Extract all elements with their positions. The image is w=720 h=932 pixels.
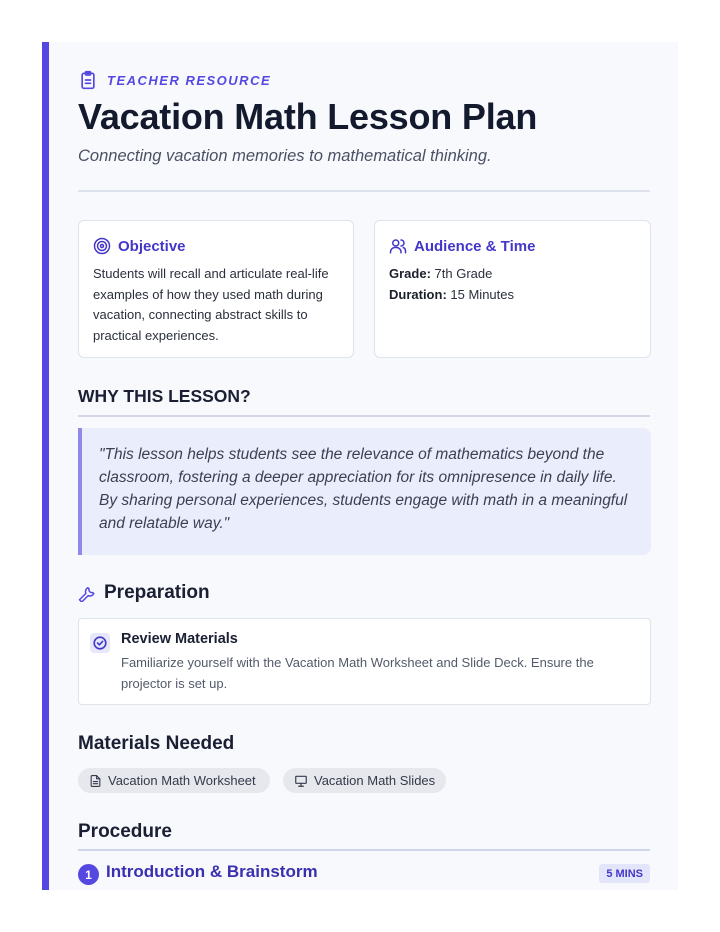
preparation-item-desc: Familiarize yourself with the Vacation Math Worksheet and Slide Deck. Ensure the projector is set up.	[121, 655, 594, 691]
material-chip-worksheet[interactable]	[78, 768, 270, 793]
materials-heading: Materials Needed	[78, 733, 235, 754]
preparation-card	[78, 618, 651, 705]
duration-label: Duration:	[389, 286, 447, 302]
page-subtitle: Connecting vacation memories to mathematical thinking.	[78, 147, 492, 165]
eyebrow	[78, 70, 271, 90]
header-divider	[78, 190, 650, 192]
audience-header	[389, 235, 636, 257]
duration-row	[389, 285, 636, 306]
audience-details	[389, 264, 636, 305]
why-heading: WHY THIS LESSON?	[78, 386, 251, 406]
check-circle-icon	[90, 633, 110, 653]
step-number: 1	[78, 864, 99, 885]
preparation-heading: Preparation	[104, 582, 210, 603]
objective-card	[78, 220, 354, 358]
grade-label: Grade:	[389, 266, 431, 281]
target-icon	[93, 237, 111, 255]
wrench-icon	[78, 584, 96, 602]
why-divider	[78, 415, 650, 417]
page-title: Vacation Math Lesson Plan	[78, 96, 538, 137]
material-label: Vacation Math Slides	[314, 773, 436, 788]
document-icon	[89, 774, 102, 788]
grade-row	[389, 264, 636, 285]
duration-value: 15 Minutes	[450, 286, 514, 302]
page-content	[78, 42, 650, 890]
step-duration-badge: 5 MINS	[599, 864, 650, 883]
objective-text: Students will recall and articulate real-life examples of how they used math during vacation, connecting abstract skills to practical experiences.	[93, 266, 329, 343]
preparation-item-title: Review Materials	[121, 631, 238, 647]
preparation-header	[78, 582, 210, 604]
audience-card	[374, 220, 651, 358]
audience-title: Audience & Time	[414, 237, 536, 255]
clipboard-icon	[78, 70, 98, 90]
material-label: Vacation Math Worksheet	[108, 773, 256, 788]
eyebrow-label: TEACHER RESOURCE	[107, 72, 272, 88]
objective-title: Objective	[118, 237, 186, 255]
step-title: Introduction & Brainstorm	[106, 862, 318, 881]
objective-header	[93, 235, 339, 257]
why-quote: "This lesson helps students see the relevance of mathematics beyond the classroom, fostering a deeper appreciation for its omnipresence in daily life. By sharing personal experiences, students engage with math in a meaningful and relatable way."	[78, 428, 651, 555]
material-chip-slides[interactable]	[283, 768, 446, 793]
lesson-plan-page	[42, 42, 678, 890]
procedure-heading: Procedure	[78, 821, 172, 842]
users-icon	[389, 237, 407, 255]
procedure-divider	[78, 849, 650, 851]
presentation-icon	[294, 774, 308, 788]
grade-value: 7th Grade	[434, 266, 493, 281]
